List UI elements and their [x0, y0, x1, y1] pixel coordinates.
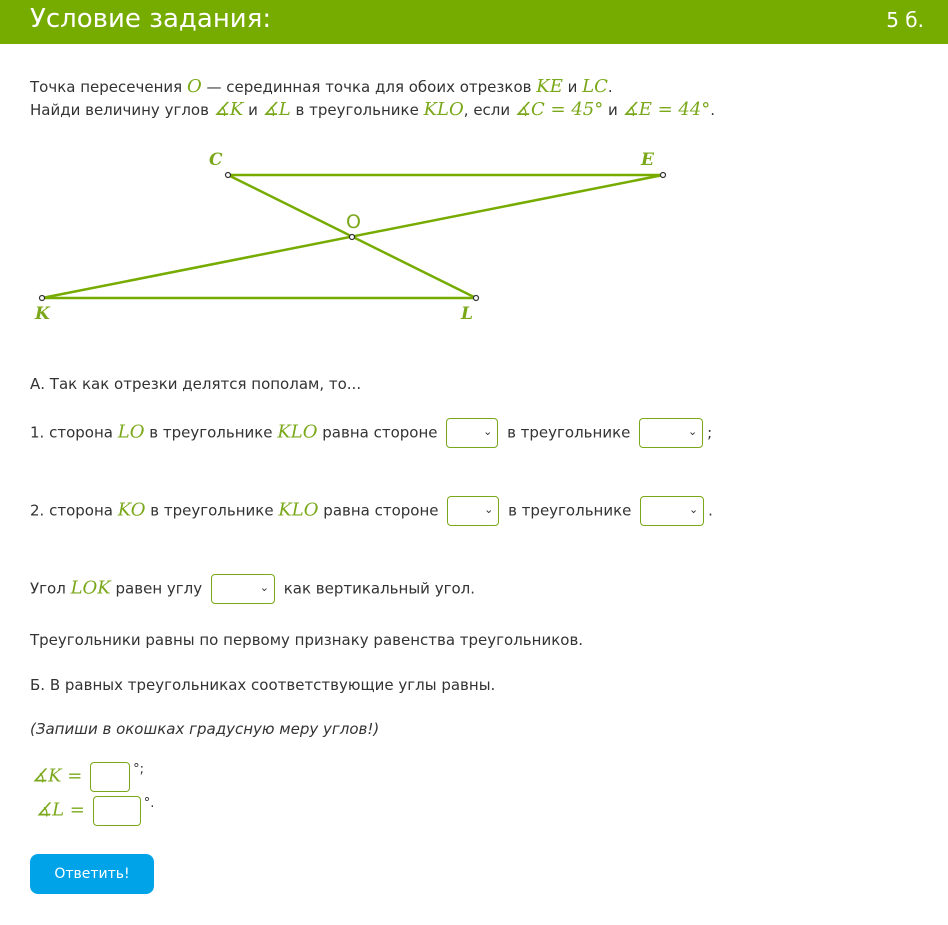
geometry-figure: [0, 0, 948, 340]
math-KLO: KLO: [277, 421, 318, 443]
point-C: [226, 173, 231, 178]
point-E: [661, 173, 666, 178]
row-text: в треугольнике: [508, 501, 632, 520]
math-O: O: [186, 76, 202, 97]
math-angle-C: ∡C = 45°: [514, 99, 604, 120]
math-angle-K-label: ∡K =: [32, 765, 83, 787]
statement-text: в треугольнике: [295, 101, 419, 119]
part-b-heading: Б. В равных треугольниках соответствующие углы равны.: [30, 676, 496, 694]
math-angle-L: ∡L: [262, 99, 291, 120]
row-text: в треугольнике: [507, 423, 631, 442]
statement-text: Точка пересечения: [30, 78, 183, 96]
row-text: в треугольнике: [150, 501, 274, 520]
row-text: ;: [707, 423, 713, 442]
point-O: [350, 235, 355, 240]
row-text: равен углу: [115, 579, 203, 598]
chevron-down-icon: ⌄: [483, 425, 493, 438]
statement-text: Найди величину углов: [30, 101, 209, 119]
math-KLO: KLO: [278, 499, 319, 521]
label-L: L: [461, 304, 473, 324]
label-C: C: [209, 150, 223, 170]
label-K: K: [35, 304, 50, 324]
math-LOK: LOK: [70, 577, 111, 599]
statement-text: .: [710, 101, 716, 119]
math-LC: LC: [582, 76, 608, 97]
statement-text: и: [248, 101, 258, 119]
angle-K-input[interactable]: [90, 762, 130, 792]
math-KE: KE: [536, 76, 563, 97]
point-K: [40, 296, 45, 301]
row-text: в треугольнике: [149, 423, 273, 442]
side-select-1[interactable]: [446, 418, 498, 448]
part-a-conclusion: Треугольники равны по первому признаку равенства треугольников.: [30, 631, 584, 649]
angle-L-input[interactable]: [93, 796, 141, 826]
point-L: [474, 296, 479, 301]
degree-text: °.: [143, 796, 155, 811]
triangle-select-1[interactable]: [639, 418, 703, 448]
task-title: Условие задания:: [30, 4, 272, 34]
chevron-down-icon: ⌄: [259, 581, 269, 594]
submit-button[interactable]: Ответить!: [30, 854, 154, 894]
statement-text: — серединная точка для обоих отрезков: [206, 78, 532, 96]
statement-text: и: [608, 101, 618, 119]
row-text: равна стороне: [323, 501, 439, 520]
row-text: как вертикальный угол.: [283, 579, 475, 598]
part-a-row-1: [30, 418, 712, 448]
degree-text: °;: [133, 762, 145, 777]
row-text: .: [708, 501, 713, 520]
chevron-down-icon: ⌄: [688, 503, 699, 516]
chevron-down-icon: ⌄: [687, 425, 698, 438]
math-angle-L-label: ∡L =: [36, 799, 85, 821]
math-KLO: KLO: [423, 99, 464, 120]
part-a-row-2: [30, 496, 713, 526]
row-text: 1. сторона: [30, 423, 113, 442]
angle-select[interactable]: [211, 574, 275, 604]
statement-text: , если: [463, 101, 511, 119]
task-points: 5 б.: [886, 8, 924, 32]
math-angle-E: ∡E = 44°: [622, 99, 711, 120]
triangle-select-2[interactable]: [640, 496, 704, 526]
statement-text: и: [567, 78, 578, 96]
part-a-heading: А. Так как отрезки делятся пополам, то...: [30, 375, 362, 393]
answer-row-L: [36, 796, 154, 826]
part-b-hint: (Запиши в окошках градусную меру углов!): [30, 720, 380, 738]
row-text: Угол: [30, 579, 66, 598]
label-E: E: [641, 150, 654, 170]
statement-text: .: [607, 78, 613, 96]
row-text: равна стороне: [322, 423, 438, 442]
math-angle-K: ∡K: [213, 99, 244, 120]
answer-row-K: [32, 762, 144, 792]
math-KO: KO: [117, 499, 146, 521]
math-LO: LO: [117, 421, 145, 443]
chevron-down-icon: ⌄: [484, 503, 494, 516]
row-text: 2. сторона: [30, 501, 113, 520]
part-a-row-3: [30, 574, 475, 604]
label-O: O: [346, 211, 361, 233]
side-select-2[interactable]: [447, 496, 499, 526]
